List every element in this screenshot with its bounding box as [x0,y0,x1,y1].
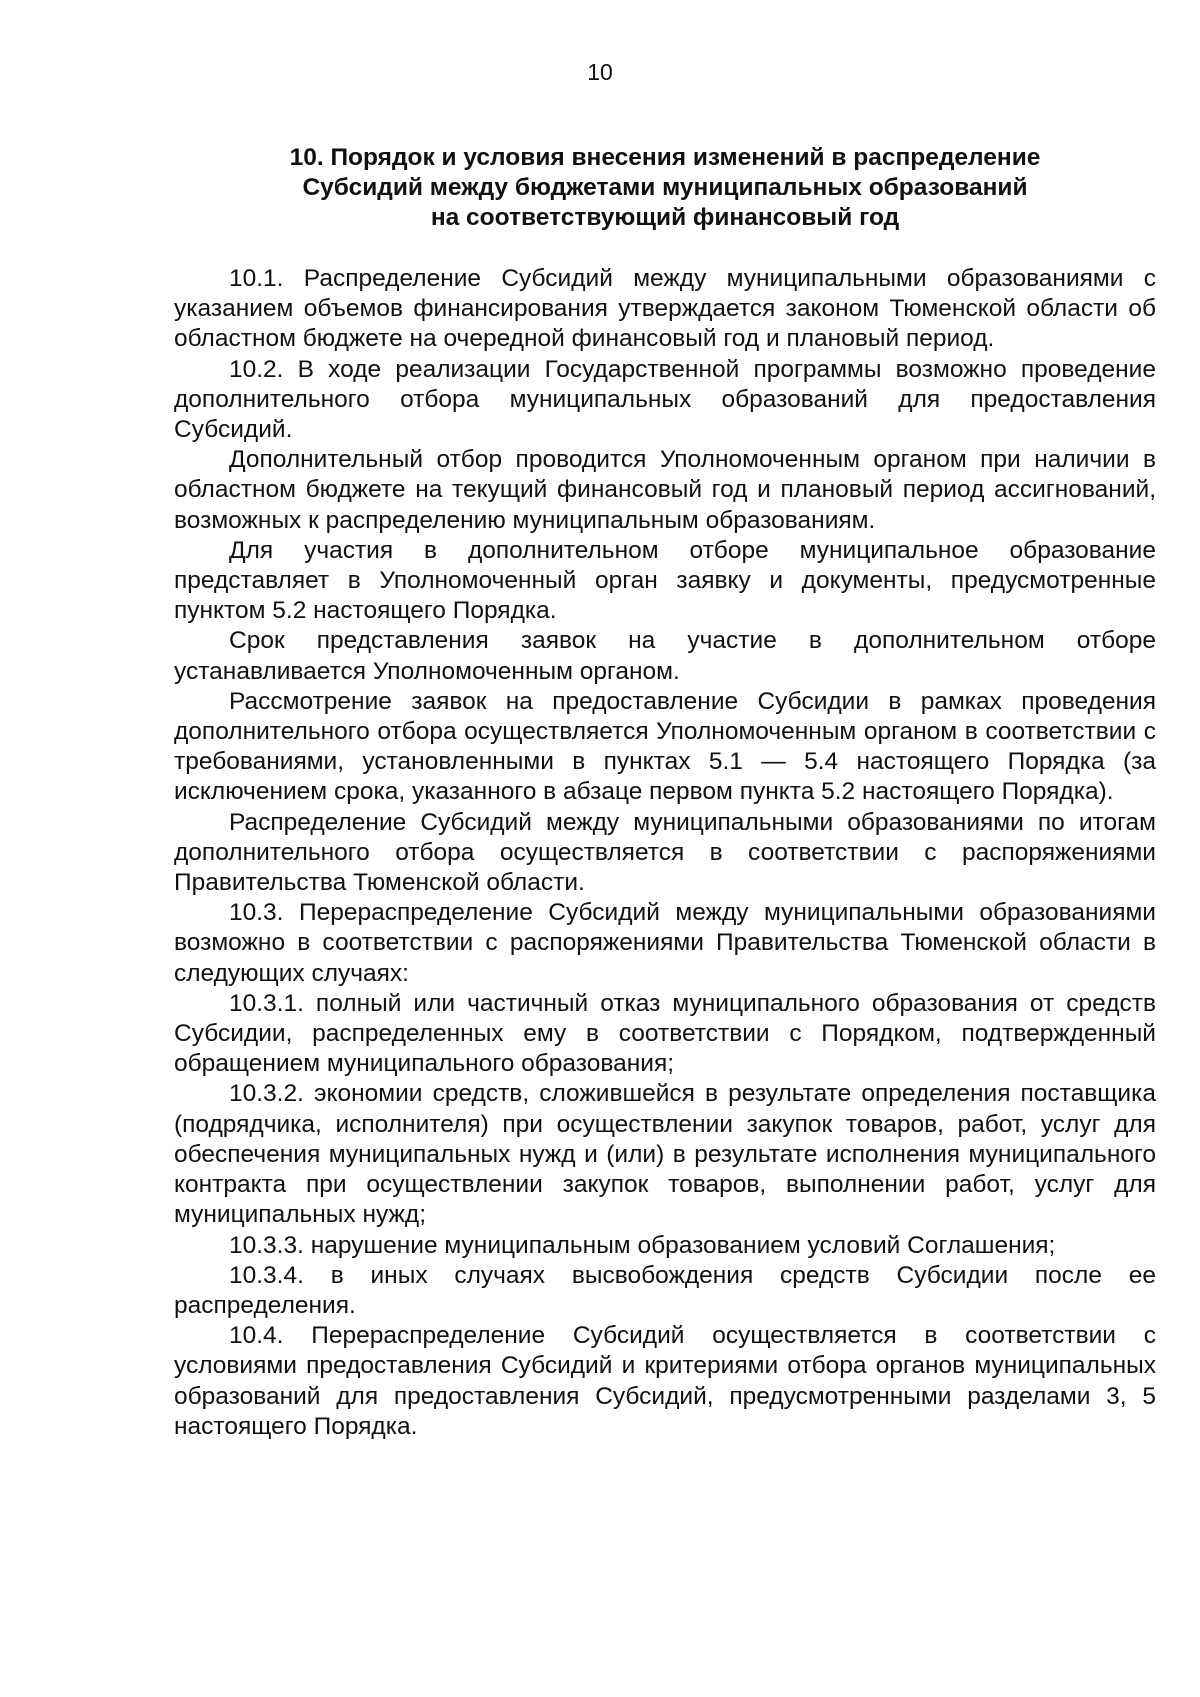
paragraph-10-3-2: 10.3.2. экономии средств, сложившейся в результате определения поставщика (подрядчика, исполнителя) при осуществлении закупок товаров, работ, услуг для обеспечения муниципальных нужд и (или) в результате исполнения муниципального контракта при осуществлении закупок товаров, выполнении работ, услуг для муниципальных нужд; [174,1080,1156,1229]
section-title-line: 10. Порядок и условия внесения изменений в распределение [289,144,1041,171]
paragraph-10-4: 10.4. Перераспределение Субсидий осуществляется в соответствии с условиями предоставления Субсидий и критериями отбора органов муниципальных образований для предоставления Субсидий, предусмотренными разделами 3, 5 настоящего Порядка. [174,1322,1156,1440]
paragraph-10-3-4: 10.3.4. в иных случаях высвобождения средств Субсидии после ее распределения. [174,1261,1156,1319]
section-title [172,143,1158,233]
paragraph-participation: Для участия в дополнительном отборе муниципальное образование представляет в Уполномоченный орган заявку и документы, предусмотренные пунктом 5.2 настоящего Порядка. [174,536,1156,625]
paragraph-distribution: Распределение Субсидий между муниципальными образованиями по итогам дополнительного отбора осуществляется в соответствии с распоряжениями Правительства Тюменской области. [174,808,1156,897]
paragraph-10-3: 10.3. Перераспределение Субсидий между муниципальными образованиями возможно в соответствии с распоряжениями Правительства Тюменской области в следующих случаях: [174,899,1156,987]
section-title-line: Субсидий между бюджетами муниципальных образований [302,174,1028,201]
section-title-line: на соответствующий финансовый год [430,204,900,231]
document-body [174,264,1156,1442]
paragraph-10-2: 10.2. В ходе реализации Государственной программы возможно проведение дополнительного отбора муниципальных образований для предоставления Субсидий. [174,355,1156,444]
paragraph-10-1: 10.1. Распределение Субсидий между муниципальными образованиями с указанием объемов финансирования утверждается законом Тюменской области об областном бюджете на очередной финансовый год и плановый период. [174,265,1156,353]
paragraph-review: Рассмотрение заявок на предоставление Субсидии в рамках проведения дополнительного отбора осуществляется Уполномоченным органом в соответствии с требованиями, установленными в пунктах 5.1 — 5.4 настоящего Порядка (за исключением срока, указанного в абзаце первом пункта 5.2 настоящего Порядка). [174,687,1156,806]
paragraph-10-3-3: 10.3.3. нарушение муниципальным образованием условий Соглашения; [229,1231,1056,1259]
paragraph-deadline: Срок представления заявок на участие в дополнительном отборе устанавливается Уполномоченным органом. [174,627,1156,685]
paragraph-10-3-1: 10.3.1. полный или частичный отказ муниципального образования от средств Субсидии, распределенных ему в соответствии с Порядком, подтвержденный обращением муниципального образования; [174,989,1156,1078]
page-number: 10 [587,59,613,85]
paragraph-additional-selection: Дополнительный отбор проводится Уполномоченным органом при наличии в областном бюджете на текущий финансовый год и плановый период ассигнований, возможных к распределению муниципальным образованиям. [174,446,1156,534]
